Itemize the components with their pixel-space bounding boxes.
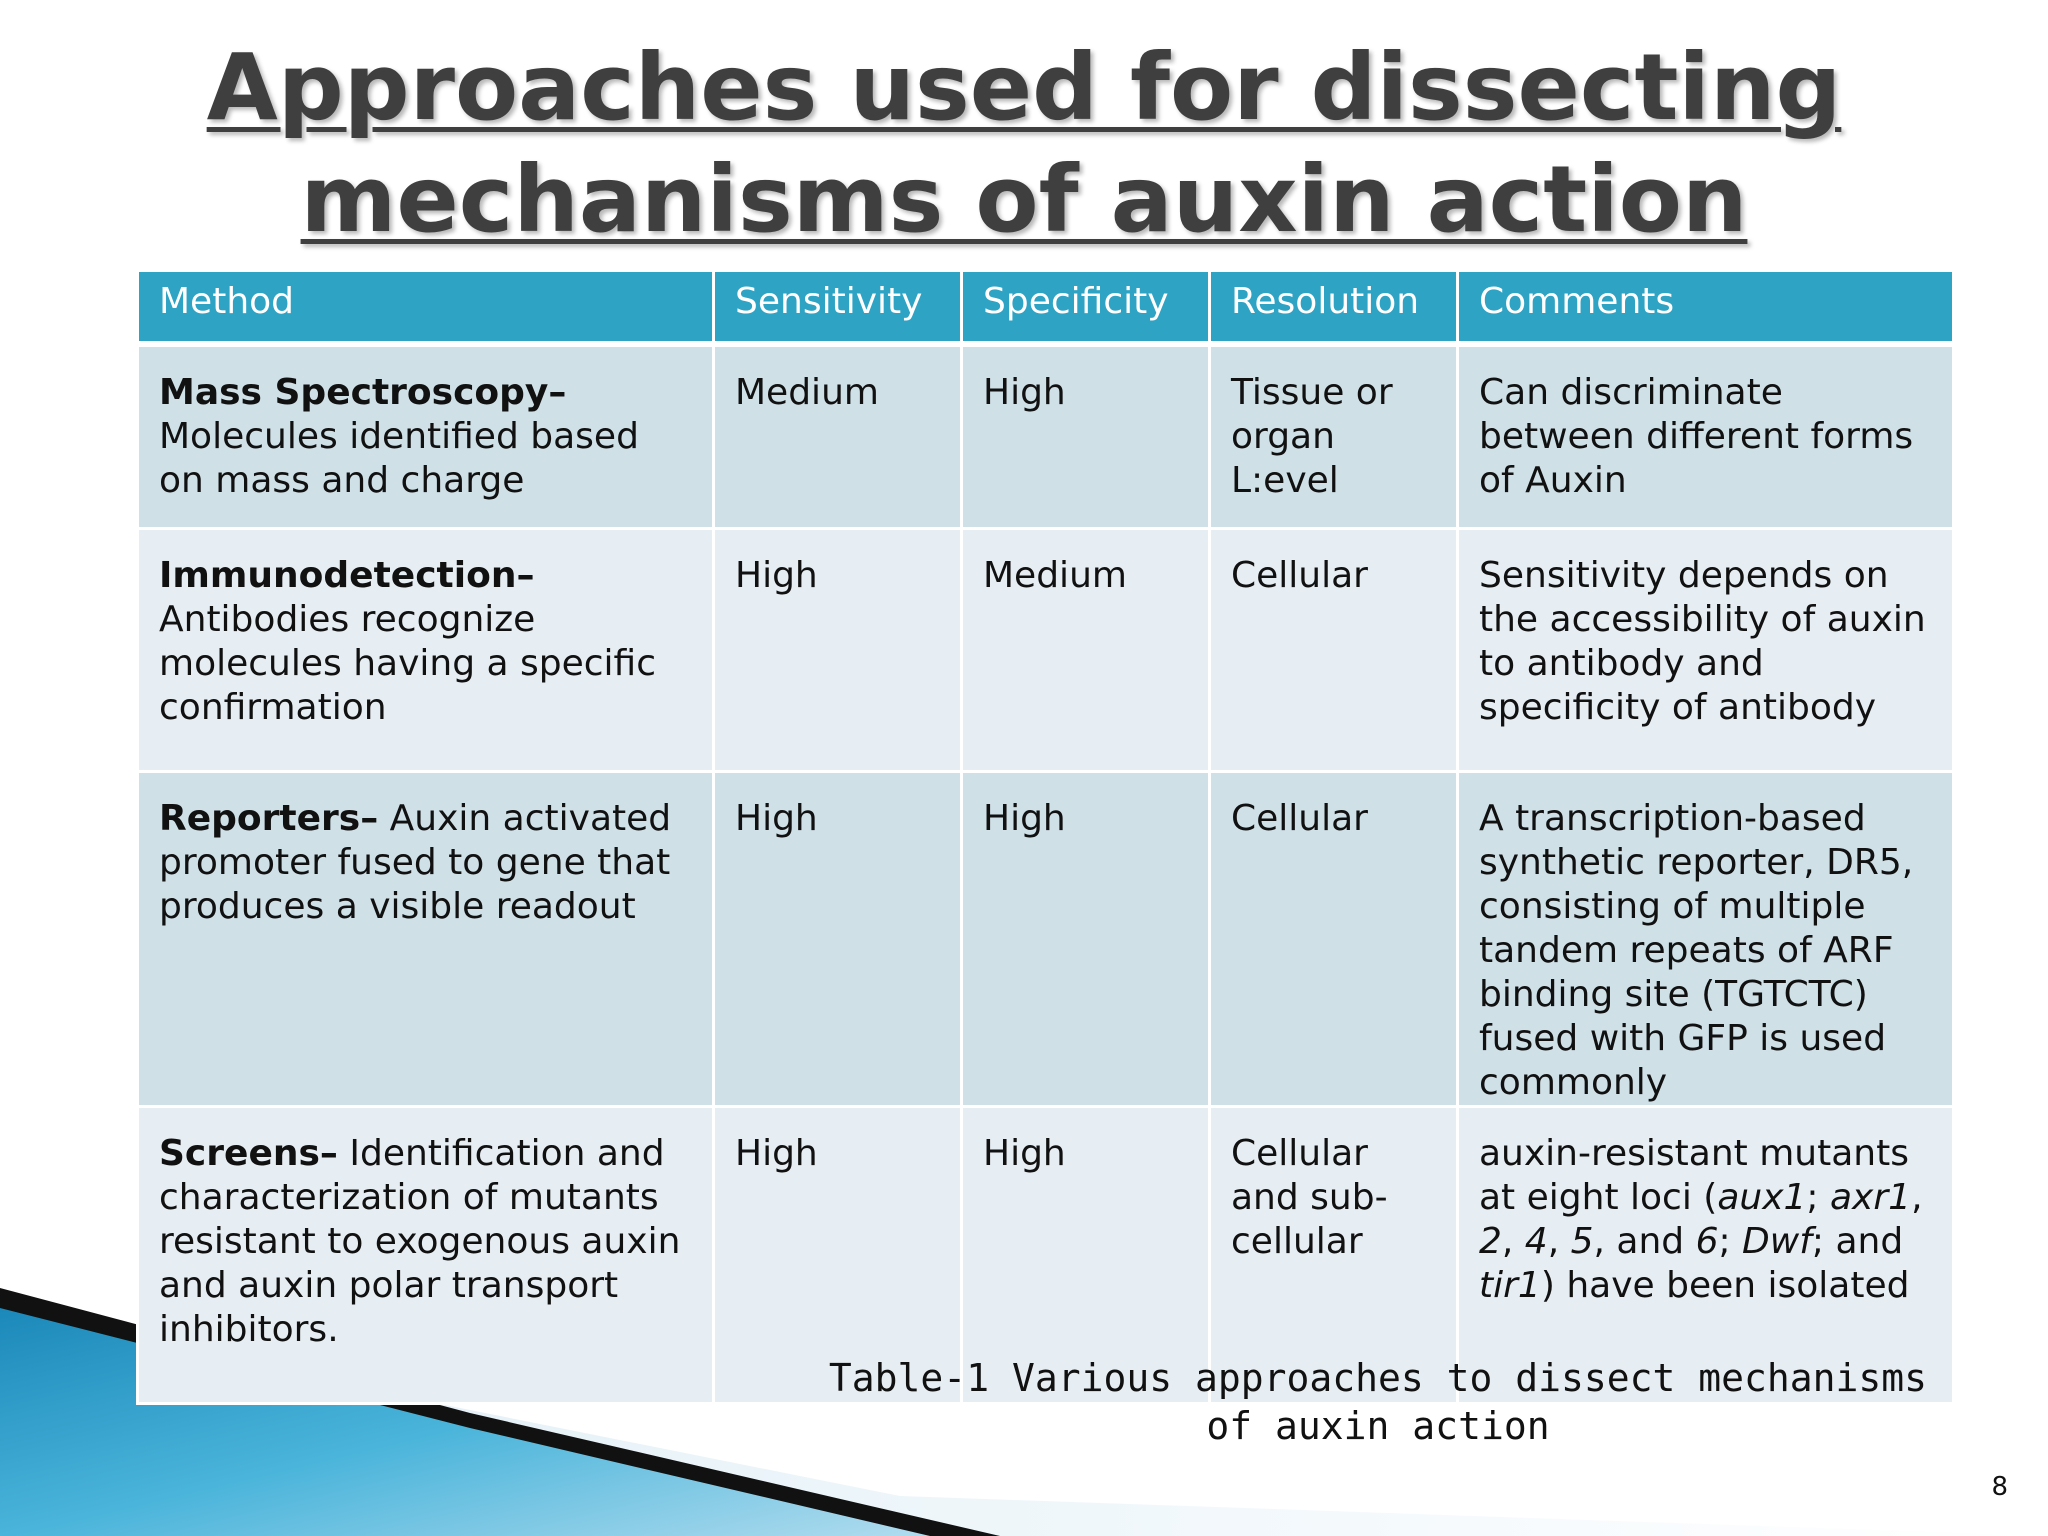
- sensitivity-cell: Medium: [714, 344, 962, 529]
- sensitivity-cell: High: [714, 1107, 962, 1404]
- comments-cell: Can discriminate between different forms of Auxin: [1458, 344, 1954, 529]
- resolution-cell: Tissue or organ L:evel: [1210, 344, 1458, 529]
- approaches-table: [136, 269, 1955, 1405]
- method-cell: [138, 529, 714, 772]
- comment-text: ,: [1911, 1177, 1923, 1218]
- gene-name: Dwf: [1742, 1221, 1812, 1262]
- table-row: [138, 529, 1954, 772]
- resolution-cell: Cellular: [1210, 772, 1458, 1107]
- comment-text: ,: [1501, 1221, 1525, 1262]
- comment-text: ; and: [1811, 1221, 1904, 1262]
- table-header-row: [138, 271, 1954, 345]
- gene-name: 6: [1695, 1221, 1719, 1262]
- comment-text: , and: [1593, 1221, 1696, 1262]
- table-row: [138, 344, 1954, 529]
- resolution-cell: Cellular: [1210, 529, 1458, 772]
- comment-text: ) have been isolated: [1540, 1265, 1910, 1306]
- gene-name: 2: [1479, 1221, 1502, 1262]
- slide-title: Approaches used for dissecting mechanisms of auxin action: [206, 34, 1842, 253]
- method-description: Identification and characterization of mutants resistant to exogenous auxin and auxin polar transport inhibitors.: [159, 1133, 681, 1350]
- specificity-cell: Medium: [962, 529, 1210, 772]
- header-resolution: Resolution: [1210, 271, 1458, 345]
- header-sensitivity: Sensitivity: [714, 271, 962, 345]
- header-specificity: Specificity: [962, 271, 1210, 345]
- comment-text: ,: [1547, 1221, 1571, 1262]
- table-row: [138, 772, 1954, 1107]
- comments-cell: A transcription-based synthetic reporter, DR5, consisting of multiple tandem repeats of ARF binding site (TGTCTC) fused with GFP is used commonly: [1458, 772, 1954, 1107]
- method-cell: [138, 772, 714, 1107]
- method-name: Reporters–: [159, 798, 379, 839]
- specificity-cell: High: [962, 1107, 1210, 1404]
- method-name: Screens–: [159, 1133, 338, 1174]
- comments-cell: Sensitivity depends on the accessibility of auxin to antibody and specificity of antibody: [1458, 529, 1954, 772]
- method-description: Auxin activated promoter fused to gene that produces a visible readout: [159, 798, 672, 927]
- comment-text: auxin-resistant mutants at eight loci (: [1479, 1133, 1909, 1218]
- method-description: Antibodies recognize molecules having a specific confirmation: [159, 599, 657, 728]
- method-description: Molecules identified based on mass and charge: [159, 416, 639, 501]
- comment-text: ;: [1806, 1177, 1830, 1218]
- table-caption: Table-1 Various approaches to dissect mechanisms of auxin action: [828, 1356, 1928, 1448]
- gene-name: axr1: [1829, 1177, 1912, 1218]
- method-name: Mass Spectroscopy–: [159, 372, 567, 413]
- method-cell: [138, 344, 714, 529]
- page-number: 8: [1991, 1472, 2008, 1502]
- gene-name: tir1: [1479, 1265, 1541, 1306]
- gene-name: 5: [1570, 1221, 1594, 1262]
- header-method: Method: [138, 271, 714, 345]
- comment-text: ;: [1718, 1221, 1743, 1262]
- resolution-cell: Cellular and sub-cellular: [1210, 1107, 1458, 1404]
- method-name: Immunodetection–: [159, 555, 535, 596]
- method-cell: [138, 1107, 714, 1404]
- sensitivity-cell: High: [714, 772, 962, 1107]
- sensitivity-cell: High: [714, 529, 962, 772]
- gene-name: 4: [1524, 1221, 1548, 1262]
- specificity-cell: High: [962, 772, 1210, 1107]
- specificity-cell: High: [962, 344, 1210, 529]
- gene-name: aux1: [1717, 1177, 1807, 1218]
- header-comments: Comments: [1458, 271, 1954, 345]
